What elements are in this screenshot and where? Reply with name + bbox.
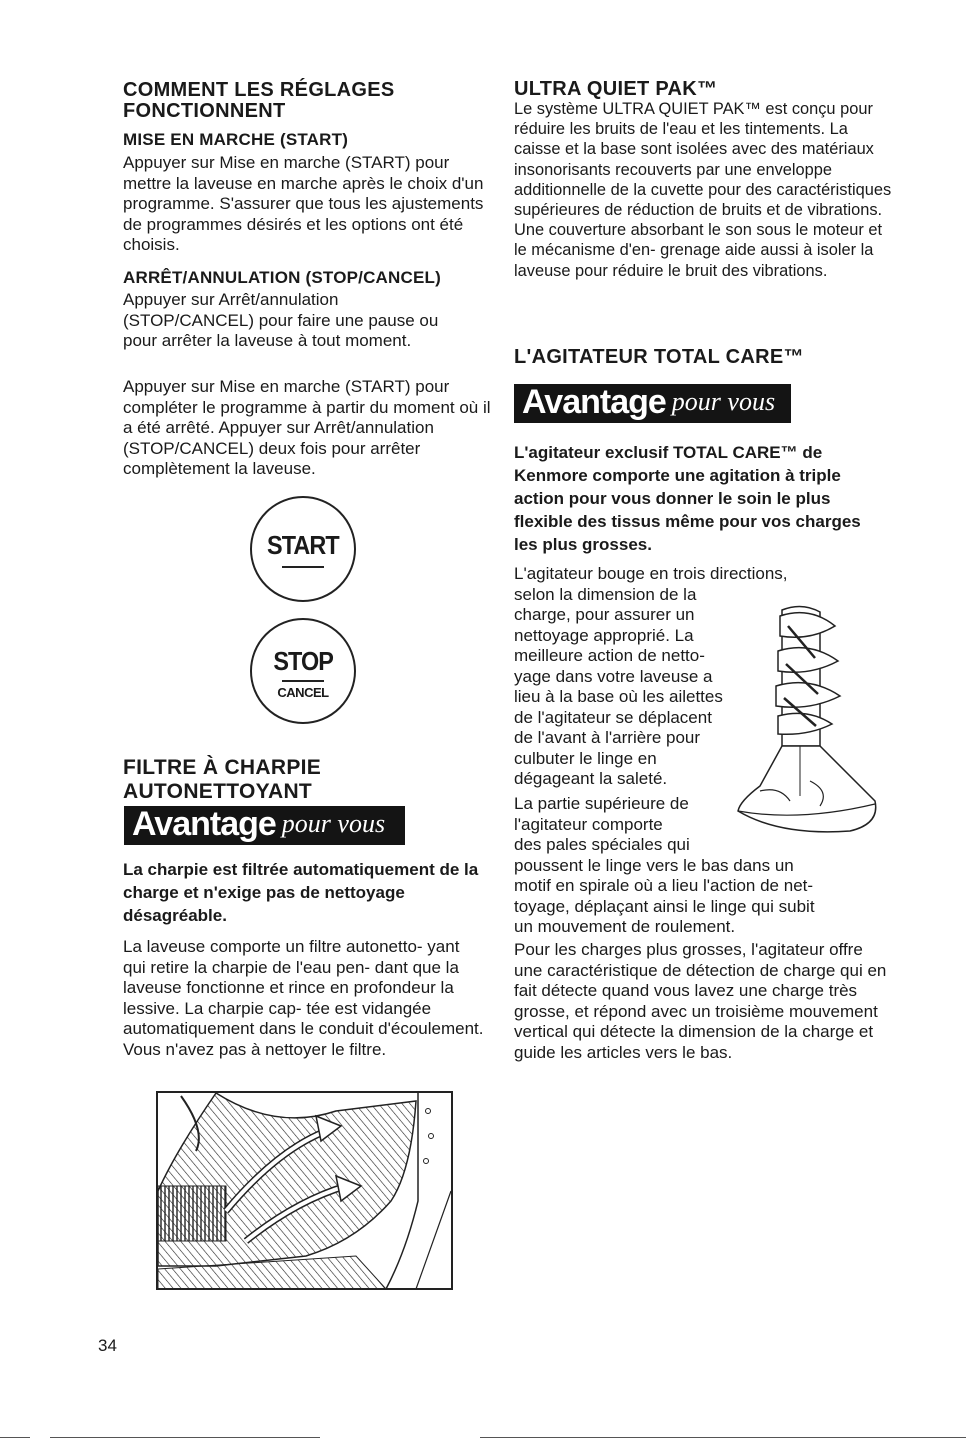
agitator-line: yage dans votre laveuse a	[514, 666, 713, 686]
avantage-badge-filter	[124, 806, 405, 845]
lint-filter-illustration	[156, 1091, 453, 1290]
agitator-line: dégageant la saleté.	[514, 769, 668, 788]
agitator-lead: L'agitateur exclusif TOTAL CARE™ de Kenmore comporte une agitation à triple action pour vous donner le soin le plus flexible des tissus même pour vos charges les plus grosses.	[514, 443, 861, 554]
avantage-word: Avantage	[132, 804, 276, 843]
footer-rule-2	[50, 1437, 320, 1438]
agitator-line: La partie supérieure de	[514, 794, 689, 813]
agitator-line: poussent le linge vers le bas dans un	[514, 855, 794, 875]
quiet-text: Le système ULTRA QUIET PAK™ est conçu pour réduire les bruits de l'eau et les tintements. La caisse et la base sont isolées avec des matériaux insonorisants recouverts par une enveloppe additionnelle de la cuvette pour des caractéristiques supérieures de réduction de bruits et de vibrations. Une couverture absorbant le son sous le moteur et le mécanisme d'en- grenage aide aussi à isoler la laveuse pour réduire le bruit des vibrations.	[514, 100, 892, 280]
start-text: Appuyer sur Mise en marche (START) pour mettre la laveuse en marche après le choix d'un programme. S'assurer que tous les ajustements de programmes désirés et les options ont été choisis.	[123, 153, 484, 254]
stop-button-rule	[282, 680, 324, 683]
agitator-line: un mouvement de roulement.	[514, 917, 736, 936]
pour-vous-word-2: pour vous	[671, 387, 776, 416]
start-button-rule	[282, 566, 324, 569]
agitator-line: motif en spirale où a lieu l'action de net-	[514, 876, 814, 895]
section-title: COMMENT LES RÉGLAGES FONCTIONNENT	[123, 79, 395, 122]
stop-cancel-button-icon	[250, 618, 356, 724]
agitator-line: l'agitateur comporte	[514, 814, 663, 834]
agitator-line: meilleure action de netto-	[514, 646, 705, 665]
agitator-line: toyage, déplaçant ainsi le linge qui subit	[514, 896, 815, 916]
stop-heading: ARRÊT/ANNULATION (STOP/CANCEL)	[123, 268, 441, 287]
agitator-line: de l'avant à l'arrière pour	[514, 728, 701, 747]
agitator-text-3: Pour les charges plus grosses, l'agitateur offre une caractéristique de détection de charge qui en fait détecte quand vous lavez une charge très grosse, et répond avec un troisième mouvement vertical qui détecte la dimension de la charge et guide les articles vers le bas.	[514, 940, 887, 1062]
agitator-line: de l'agitateur se déplacent	[514, 707, 712, 727]
avantage-word-2: Avantage	[522, 382, 666, 421]
agitator-line: lieu à la base où les ailettes	[514, 687, 723, 706]
agitator-line: des pales spéciales qui	[514, 835, 690, 854]
filter-lead: La charpie est filtrée automatiquement de la charge et n'exige pas de nettoyage désagréable.	[123, 860, 479, 925]
filter-text: La laveuse comporte un filtre autonetto- yant qui retire la charpie de l'eau pen- dant que la laveuse fonctionne et rince en profondeur la lessive. La charpie cap- tée est vidangée automatiquement dans le conduit d'écoulement. Vous n'avez pas à nettoyer le filtre.	[123, 937, 484, 1059]
agitator-illustration	[720, 596, 880, 842]
footer-rule-3	[480, 1437, 966, 1438]
stop-text-2: Appuyer sur Mise en marche (START) pour compléter le programme à partir du moment où il a été arrêté. Appuyer sur Arrêt/annulation (STOP/CANCEL) deux fois pour arrêter complètement la laveuse.	[123, 377, 491, 478]
agitator-line: culbuter le linge en	[514, 748, 657, 768]
agitator-line: selon la dimension de la	[514, 584, 697, 604]
agitator-title: L'AGITATEUR TOTAL CARE™	[514, 346, 804, 368]
pour-vous-word: pour vous	[281, 809, 386, 838]
start-button-label: START	[267, 529, 339, 560]
avantage-badge-agitator	[514, 384, 791, 423]
stop-button-label: STOP	[273, 645, 333, 676]
agitator-line: L'agitateur bouge en trois directions,	[514, 564, 788, 583]
start-button-icon	[250, 496, 356, 602]
quiet-title: ULTRA QUIET PAK™	[514, 78, 718, 100]
stop-text-1: Appuyer sur Arrêt/annulation (STOP/CANCEL) pour faire une pause ou pour arrêter la laveuse à tout moment.	[123, 290, 439, 350]
page-number: 34	[98, 1336, 117, 1355]
footer-rule-1	[0, 1437, 30, 1438]
filter-title: FILTRE À CHARPIE AUTONETTOYANT	[123, 756, 322, 803]
agitator-line: charge, pour assurer un	[514, 605, 695, 624]
agitator-line: nettoyage approprié. La	[514, 625, 694, 645]
stop-button-sublabel: CANCEL	[277, 685, 329, 701]
start-heading: MISE EN MARCHE (START)	[123, 130, 349, 149]
agitator-drawing	[720, 596, 880, 842]
lint-filter-drawing	[156, 1091, 453, 1290]
